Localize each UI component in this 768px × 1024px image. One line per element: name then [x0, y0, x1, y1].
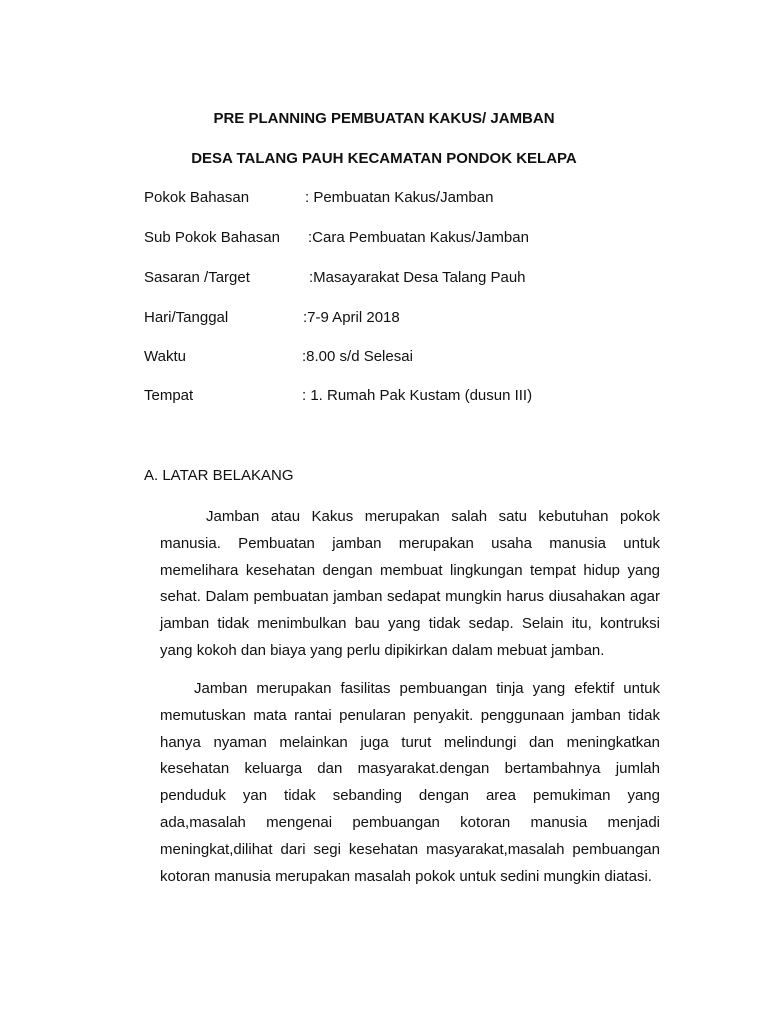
meta-row-tempat [144, 387, 704, 407]
meta-value: :8.00 s/d Selesai [302, 348, 413, 365]
document-subtitle: DESA TALANG PAUH KECAMATAN PONDOK KELAPA [191, 150, 577, 167]
document-title: PRE PLANNING PEMBUATAN KAKUS/ JAMBAN [213, 110, 555, 127]
section-heading: A. LATAR BELAKANG [144, 467, 294, 484]
meta-row-sasaran-target [144, 269, 704, 289]
meta-value: :7-9 April 2018 [303, 309, 400, 326]
meta-label: Sasaran /Target [144, 269, 250, 286]
meta-value: :Cara Pembuatan Kakus/Jamban [308, 229, 529, 246]
meta-label: Sub Pokok Bahasan [144, 229, 280, 246]
meta-value: : Pembuatan Kakus/Jamban [305, 189, 494, 206]
meta-row-waktu [144, 348, 704, 368]
body-paragraph: Jamban merupakan fasilitas pembuangan tinja yang efektif untuk memutuskan mata rantai penularan penyakit. penggunaan jamban tidak hanya nyaman melainkan juga turut melindungi dan meningkatkan kesehatan keluarga dan masyarakat.dengan bertambahnya jumlah penduduk yan tidak sebanding dengan area pemukiman yang ada,masalah mengenai pembuangan kotoran manusia menjadi meningkat,dilihat dari segi kesehatan masyarakat,masalah pembuangan kotoran manusia merupakan masalah pokok untuk sedini mungkin diatasi. [160, 680, 660, 885]
meta-value: :Masayarakat Desa Talang Pauh [309, 269, 526, 286]
meta-label: Pokok Bahasan [144, 189, 250, 206]
meta-label: Waktu [144, 348, 186, 365]
meta-row-sub-pokok-bahasan [144, 229, 704, 249]
meta-label: Tempat [144, 387, 194, 404]
meta-row-pokok-bahasan [144, 189, 704, 209]
body-paragraph: Jamban atau Kakus merupakan salah satu kebutuhan pokok manusia. Pembuatan jamban merupakan usaha manusia untuk memelihara kesehatan dengan membuat lingkungan tempat hidup yang sehat. Dalam pembuatan jamban sedapat mungkin harus diusahakan agar jamban tidak menimbulkan bau yang tidak sedap. Selain itu, kontruksi yang kokoh dan biaya yang perlu dipikirkan dalam mebuat jamban. [160, 508, 660, 659]
meta-label: Hari/Tanggal [144, 309, 229, 326]
meta-value: : 1. Rumah Pak Kustam (dusun III) [302, 387, 533, 404]
meta-row-hari-tanggal [144, 309, 704, 329]
